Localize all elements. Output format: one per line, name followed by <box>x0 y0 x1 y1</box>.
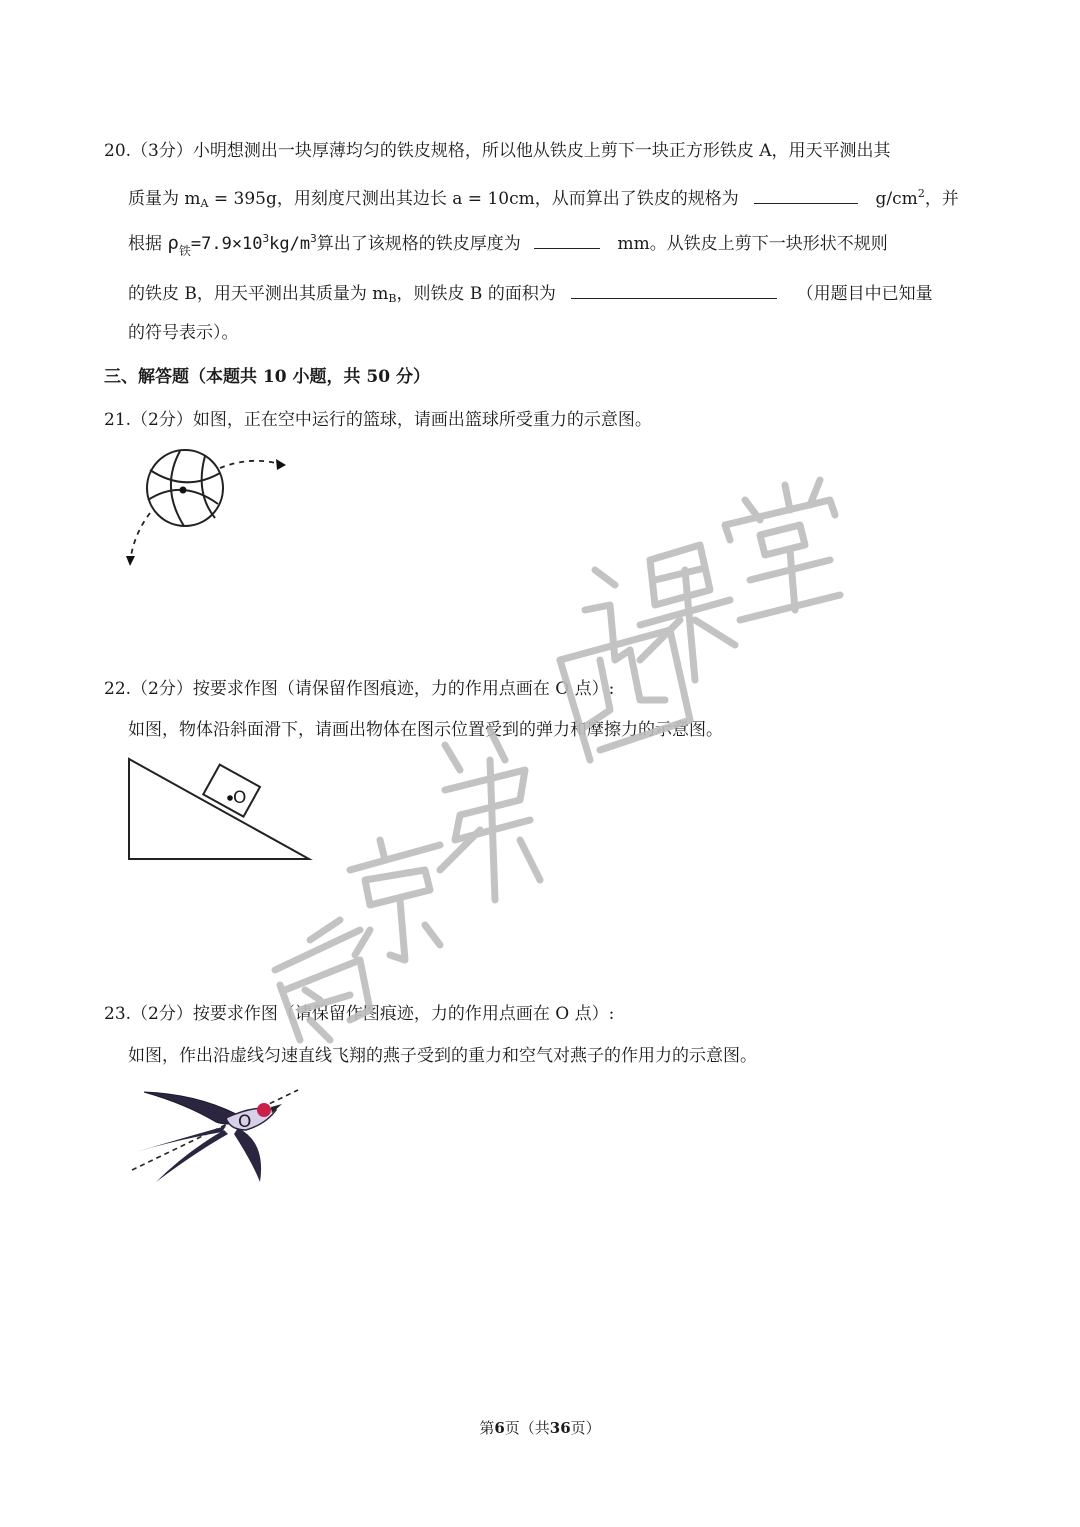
q20-line2-unit-sup: 2 <box>917 187 925 200</box>
block-on-incline-icon <box>203 765 260 817</box>
swallow-head <box>257 1103 271 1117</box>
q20-density-unit-sup: 3 <box>310 232 317 245</box>
trajectory-arrow-bottom-icon <box>126 556 135 566</box>
q20-rho-sub: 铁 <box>178 244 191 258</box>
q20-answer-blank-3[interactable] <box>571 282 777 299</box>
incline-figure <box>126 756 316 864</box>
basketball-figure <box>120 448 300 578</box>
footer-mid: 页（共 <box>504 1419 550 1437</box>
q23-line1: 23.（2分）按要求作图（请保留作图痕迹，力的作用点画在 O 点）: <box>104 1004 615 1024</box>
q22-line1: 22.（2分）按要求作图（请保留作图痕迹，力的作用点画在 O 点）: <box>104 679 615 699</box>
q20-line2 <box>128 183 959 215</box>
q20-rho: ρ <box>167 232 179 254</box>
swallow-icon <box>126 1082 306 1187</box>
q20-line3-text-c: mm。从铁皮上剪下一块形状不规则 <box>617 234 888 254</box>
q20-line4 <box>128 282 933 310</box>
q20-line2-text-a: 质量为 m <box>128 189 201 209</box>
q20-line4-text-a: 的铁皮 B，用天平测出其质量为 m <box>128 284 389 304</box>
q20-density-unit: kg/m <box>269 234 311 254</box>
footer-prefix: 第 <box>479 1419 495 1437</box>
incline-plane-icon <box>126 756 316 864</box>
q20-line1: 20.（3分）小明想测出一块厚薄均匀的铁皮规格，所以他从铁皮上剪下一块正方形铁皮 A，用天平测出其 <box>104 141 891 161</box>
q20-line3 <box>128 228 888 262</box>
watermark-char-tang <box>725 480 840 620</box>
footer-suffix: 页） <box>570 1419 601 1437</box>
footer-page-number: 6 <box>494 1419 505 1437</box>
q23-line2: 如图，作出沿虚线匀速直线飞翔的燕子受到的重力和空气对燕子的作用力的示意图。 <box>128 1046 757 1066</box>
footer-total-pages: 36 <box>549 1419 571 1437</box>
page-footer <box>0 1417 1080 1438</box>
q20-line2-text-b: = 395g，用刻度尺测出其边长 a = 10cm，从而算出了铁皮的规格为 <box>208 189 739 209</box>
trajectory-dashed-path-lower <box>131 513 150 556</box>
q20-answer-blank-2[interactable] <box>534 232 600 249</box>
q23-point-o-label: O <box>238 1112 252 1132</box>
q20-line2-unit: g/cm <box>875 189 918 209</box>
q20-answer-blank-1[interactable] <box>754 187 858 204</box>
q21-text: 21.（2分）如图，正在空中运行的篮球，请画出篮球所受重力的示意图。 <box>104 410 652 430</box>
q20-line4-text-b: ，则铁皮 B 的面积为 <box>396 284 556 304</box>
q20-line3-text-a: 根据 <box>128 234 162 254</box>
q22-line2: 如图，物体沿斜面滑下，请画出物体在图示位置受到的弹力和摩擦力的示意图。 <box>128 720 723 740</box>
q20-density-exp: 3 <box>262 232 270 245</box>
watermark-char-ke <box>585 545 735 680</box>
q20-density-value: =7.9×10 <box>190 234 263 254</box>
q22-point-o-label: O <box>233 788 247 808</box>
trajectory-arrow-right-icon <box>276 459 286 470</box>
watermark-char-di <box>440 730 540 900</box>
q20-line5: 的符号表示）。 <box>128 323 239 343</box>
swallow-figure <box>126 1082 306 1187</box>
point-o-dot <box>227 795 233 801</box>
q20-line2-end: ，并 <box>924 189 959 209</box>
watermark-char-jing <box>350 840 440 960</box>
section3-heading: 三、解答题（本题共 10 小题，共 50 分） <box>104 367 430 387</box>
q20-line4-sub: B <box>388 292 397 305</box>
q20-line4-text-c: （用题目中已知量 <box>796 284 933 304</box>
q20-line3-text-b: 算出了该规格的铁皮厚度为 <box>316 234 521 254</box>
basketball-center-dot <box>180 487 187 494</box>
q20-line2-sub: A <box>200 197 209 210</box>
trajectory-dashed-path <box>220 461 280 468</box>
